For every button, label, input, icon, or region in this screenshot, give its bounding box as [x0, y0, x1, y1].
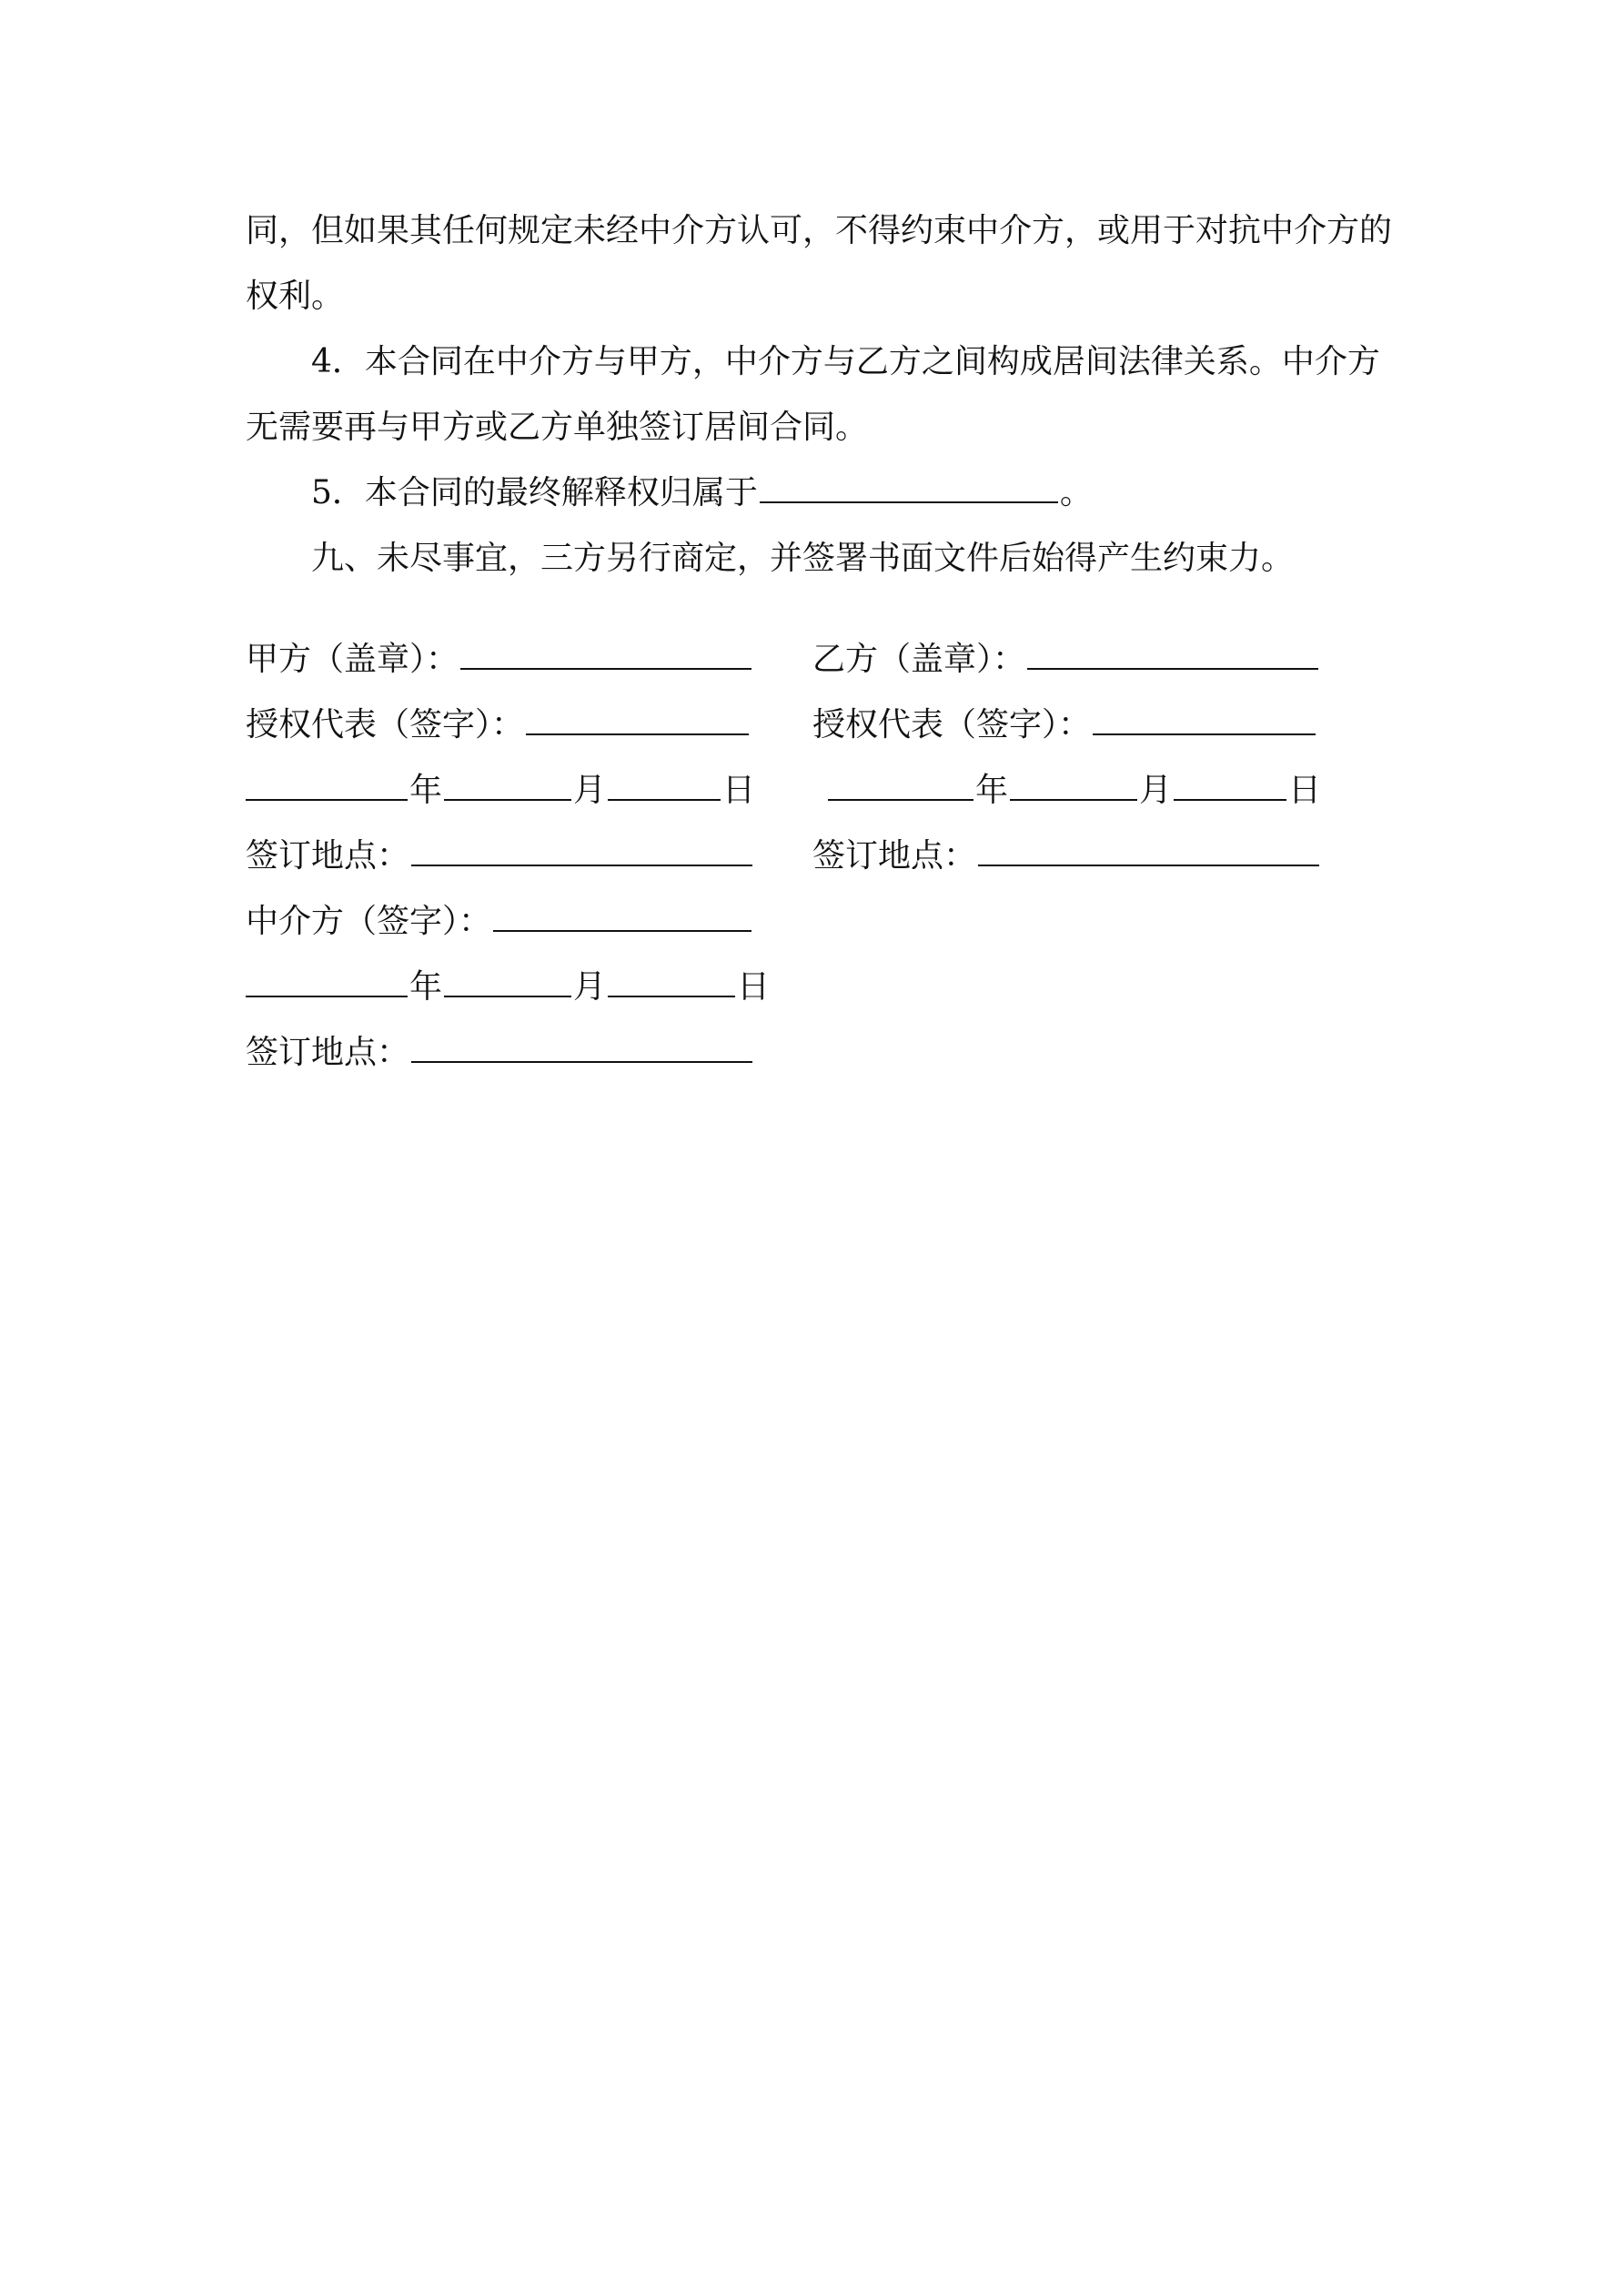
party-a-day-label: 日	[722, 772, 756, 809]
clause-5-line	[246, 460, 1383, 526]
party-b-seal-blank[interactable]	[1027, 637, 1318, 670]
party-b-year-blank[interactable]	[828, 768, 973, 801]
continuation-line-2: 权利。	[246, 278, 345, 315]
party-a-seal-row	[246, 637, 753, 678]
party-b-rep-row	[812, 703, 1317, 743]
party-a-place-blank[interactable]	[411, 834, 752, 866]
party-b-seal-label: 乙方（盖章）：	[812, 641, 1026, 678]
party-b-day-blank[interactable]	[1174, 768, 1286, 801]
clause-5	[246, 460, 1383, 526]
clause-4	[246, 329, 1383, 460]
intermediary-day-blank[interactable]	[608, 965, 735, 997]
party-b-place-label: 签订地点：	[812, 837, 977, 875]
party-a-rep-label: 授权代表（签字）：	[246, 706, 525, 743]
continuation-paragraph	[246, 198, 1393, 329]
intermediary-month-label: 月	[573, 968, 607, 1006]
intermediary-sign-row	[246, 899, 753, 940]
interpretation-party-blank[interactable]	[760, 470, 1058, 503]
clause-4-line-2: 无需要再与甲方或乙方单独签订居间合同。	[246, 409, 869, 446]
intermediary-year-blank[interactable]	[246, 965, 408, 997]
intermediary-sign-label: 中介方（签字）：	[246, 903, 492, 940]
party-a-date-row	[246, 768, 755, 809]
party-b-place-row	[812, 834, 1321, 875]
party-a-place-row	[246, 834, 754, 875]
intermediary-sign-blank[interactable]	[493, 899, 751, 932]
party-b-month-blank[interactable]	[1010, 768, 1137, 801]
clause-9-line: 九、未尽事宜，三方另行商定，并签署书面文件后始得产生约束力。	[311, 540, 1295, 577]
clause-5-text: 5．本合同的最终解释权归属于	[311, 474, 758, 511]
party-b-place-blank[interactable]	[978, 834, 1319, 866]
intermediary-year-label: 年	[409, 968, 443, 1006]
intermediary-place-label: 签订地点：	[246, 1034, 410, 1071]
party-b-seal-row	[812, 637, 1320, 678]
intermediary-date-row	[246, 965, 770, 1006]
party-b-year-label: 年	[975, 772, 1009, 809]
party-b-day-label: 日	[1288, 772, 1322, 809]
party-b-rep-blank[interactable]	[1093, 703, 1316, 735]
clause-9	[246, 526, 1383, 592]
party-a-seal-blank[interactable]	[460, 637, 751, 670]
party-a-rep-blank[interactable]	[526, 703, 749, 735]
party-b-month-label: 月	[1139, 772, 1173, 809]
party-a-day-blank[interactable]	[608, 768, 721, 801]
continuation-line-1: 同，但如果其任何规定未经中介方认可，不得约束中介方，或用于对抗中介方的	[246, 212, 1393, 249]
party-a-seal-label: 甲方（盖章）：	[246, 641, 459, 678]
party-b-rep-label: 授权代表（签字）：	[812, 706, 1092, 743]
clause-5-end: 。	[1059, 474, 1093, 511]
party-a-month-blank[interactable]	[444, 768, 571, 801]
intermediary-place-blank[interactable]	[411, 1030, 752, 1063]
party-a-year-label: 年	[409, 772, 443, 809]
intermediary-place-row	[246, 1030, 754, 1071]
party-b-date-row	[828, 768, 1321, 809]
clause-4-line-1: 4．本合同在中介方与甲方，中介方与乙方之间构成居间法律关系。中介方	[311, 343, 1380, 380]
party-a-month-label: 月	[573, 772, 607, 809]
party-a-rep-row	[246, 703, 751, 743]
intermediary-day-label: 日	[737, 968, 771, 1006]
party-a-year-blank[interactable]	[246, 768, 408, 801]
intermediary-month-blank[interactable]	[444, 965, 571, 997]
party-a-place-label: 签订地点：	[246, 837, 410, 875]
contract-body	[246, 198, 1393, 592]
